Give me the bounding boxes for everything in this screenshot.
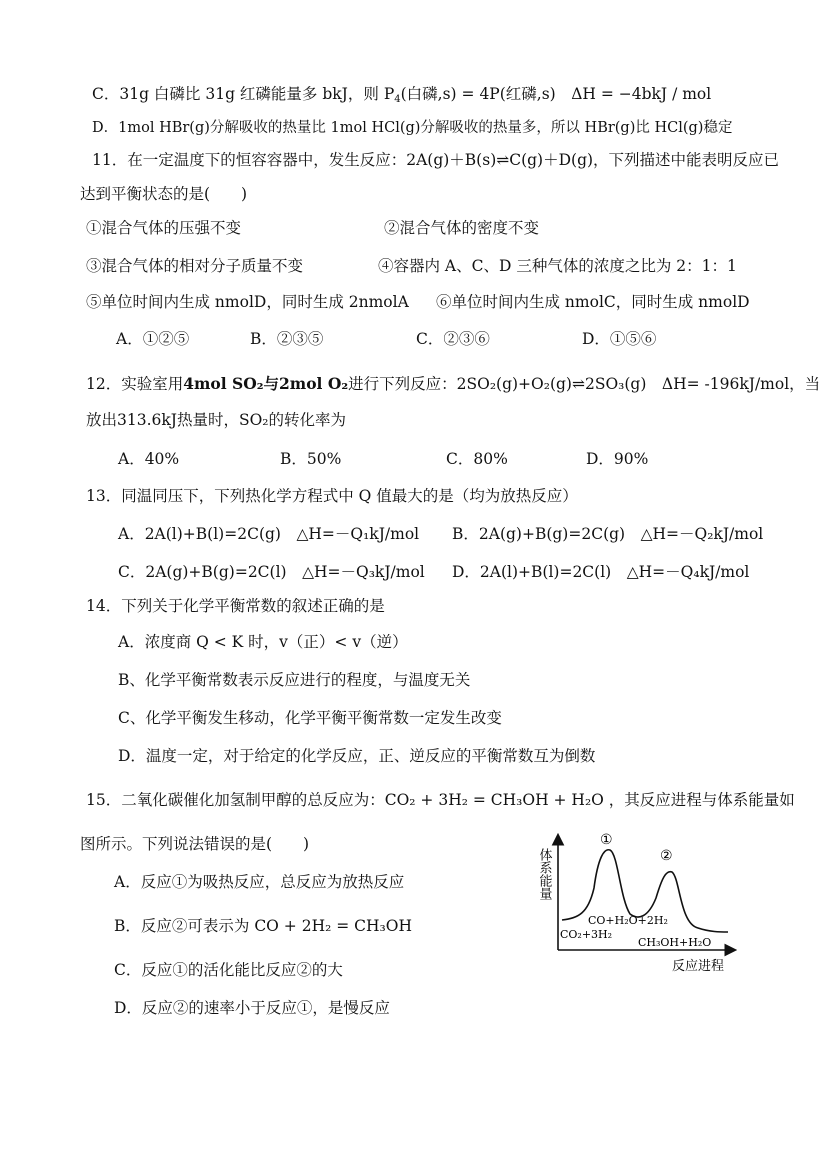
q11-option-b: B．②③⑤ [250, 330, 324, 348]
q15-option-b: B．反应②可表示为 CO + 2H₂ = CH₃OH [114, 917, 412, 935]
q12-stem-prefix: 12．实验室用 [86, 375, 184, 393]
q11-option-d: D．①⑤⑥ [582, 330, 657, 348]
energy-profile-diagram [536, 828, 738, 978]
q10-option-c-suffix: (白磷,s) = 4P(红磷,s) ΔH = −4bkJ / mol [400, 85, 712, 103]
q12-stem-line1 [86, 372, 820, 394]
state-end-label: CH₃OH+H₂O [638, 936, 712, 949]
q12-stem-reactants: 4mol SO₂与2mol O₂ [183, 374, 349, 393]
q11-option-c: C．②③⑥ [416, 330, 490, 348]
q12-stem-equation: 进行下列反应：2SO₂(g)+O₂(g)⇌2SO₃(g) ΔH= -196kJ/mol，当 [348, 375, 820, 393]
q11-statement-2: ②混合气体的密度不变 [384, 219, 540, 237]
q15-option-c: C．反应①的活化能比反应②的大 [114, 961, 343, 979]
q14-option-c: C、化学平衡发生移动，化学平衡平衡常数一定发生改变 [118, 709, 502, 727]
q11-option-a: A．①②⑤ [116, 330, 190, 348]
q11-statement-5: ⑤单位时间内生成 nmolD，同时生成 2nmolA [86, 293, 409, 311]
x-axis-label: 反应进程 [672, 959, 725, 974]
q14-option-b: B、化学平衡常数表示反应进行的程度，与温度无关 [118, 671, 471, 689]
q12-option-b: B．50% [280, 450, 342, 468]
q15-option-d: D．反应②的速率小于反应①，是慢反应 [114, 999, 390, 1017]
q10-option-c-sub: 4 [394, 94, 401, 105]
q12-option-d: D．90% [586, 450, 649, 468]
q11-stem-line1: 11．在一定温度下的恒容容器中，发生反应：2A(g)＋B(s)⇌C(g)＋D(g)，下列描述中能表明反应已 [92, 151, 780, 169]
q11-statement-6: ⑥单位时间内生成 nmolC，同时生成 nmolD [436, 293, 750, 311]
q14-stem: 14．下列关于化学平衡常数的叙述正确的是 [86, 597, 385, 615]
q10-option-c-prefix: C．31g 白磷比 31g 红磷能量多 bkJ，则 P [92, 85, 395, 103]
y-axis-label: 体系能量 [536, 848, 552, 900]
peak-1-label: ① [600, 832, 613, 848]
state-mid-label: CO+H₂O+2H₂ [588, 914, 668, 927]
q11-statement-4: ④容器内 A、C、D 三种气体的浓度之比为 2：1：1 [378, 257, 737, 275]
state-start-label: CO₂+3H₂ [560, 928, 613, 941]
q12-stem-line2: 放出313.6kJ热量时，SO₂的转化率为 [86, 411, 347, 429]
q13-option-a: A．2A(l)+B(l)=2C(g) △H=－Q₁kJ/mol [118, 525, 420, 543]
q13-option-c: C．2A(g)+B(g)=2C(l) △H=－Q₃kJ/mol [118, 563, 425, 581]
q12-option-a: A．40% [118, 450, 180, 468]
q14-option-d: D．温度一定，对于给定的化学反应，正、逆反应的平衡常数互为倒数 [118, 747, 596, 765]
q15-stem-line1: 15．二氧化碳催化加氢制甲醇的总反应为：CO₂ + 3H₂ = CH₃OH + H₂O ，其反应进程与体系能量如 [86, 791, 795, 809]
q11-stem-line2: 达到平衡状态的是( ) [80, 185, 248, 203]
q13-stem: 13．同温同压下，下列热化学方程式中 Q 值最大的是（均为放热反应） [86, 487, 578, 505]
q15-option-a: A．反应①为吸热反应，总反应为放热反应 [114, 873, 405, 891]
q10-option-d: D．1mol HBr(g)分解吸收的热量比 1mol HCl(g)分解吸收的热量多，所以 HBr(g)比 HCl(g)稳定 [92, 120, 733, 136]
peak-2-label: ② [660, 848, 673, 864]
q14-option-a: A．浓度商 Q < K 时，v（正）< v（逆） [118, 633, 408, 651]
q11-statement-1: ①混合气体的压强不变 [86, 219, 242, 237]
q15-stem-line2: 图所示。下列说法错误的是( ) [80, 835, 310, 853]
q10-option-c [92, 82, 711, 105]
q13-option-d: D．2A(l)+B(l)=2C(l) △H=－Q₄kJ/mol [452, 563, 750, 581]
q13-option-b: B．2A(g)+B(g)=2C(g) △H=－Q₂kJ/mol [452, 525, 764, 543]
q12-option-c: C．80% [446, 450, 508, 468]
q11-statement-3: ③混合气体的相对分子质量不变 [86, 257, 304, 275]
